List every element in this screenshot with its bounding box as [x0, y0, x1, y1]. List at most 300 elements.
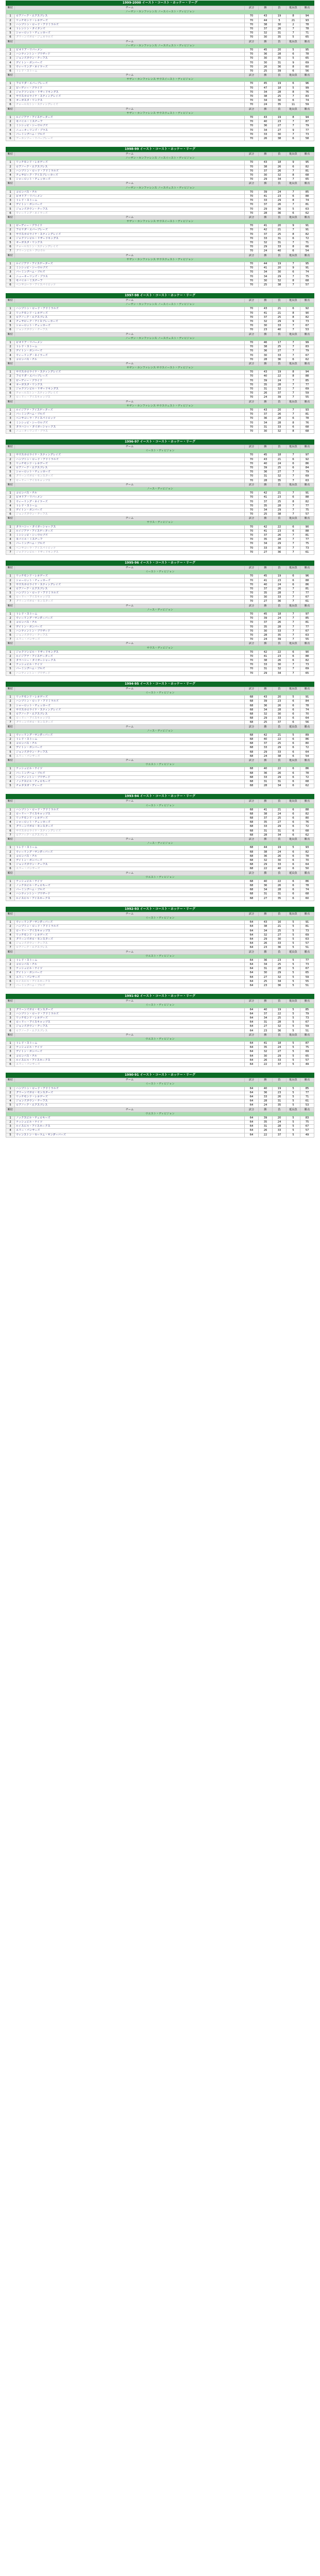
cell-team[interactable]: ジャクソンビル・リザードキングス — [15, 387, 245, 391]
cell-team[interactable]: トレントン・タイタンズ — [15, 27, 245, 31]
cell-team[interactable]: サウスカロライナ・スティングレイズ — [15, 829, 245, 833]
cell-team[interactable]: トレド・ストーム — [15, 738, 245, 742]
cell-team[interactable]: デイトン・ボンバーズ — [15, 61, 245, 65]
cell-team[interactable]: サウスカロライナ・スティングレイズ — [15, 583, 245, 587]
cell-team[interactable]: タラハシー・タイガーシャークス — [15, 425, 245, 429]
cell-team[interactable]: ミシシッピ・シーウルブズ — [15, 124, 245, 128]
table-row — [6, 975, 314, 979]
cell-games: 64 — [245, 1050, 259, 1054]
cell-losses: 22 — [273, 650, 287, 654]
cell-points: 73 — [300, 319, 314, 324]
cell-team[interactable]: チャタヌガ・ディーズ — [15, 784, 245, 788]
cell-team[interactable]: ジョンズタウン・チーフス — [15, 1099, 245, 1104]
cell-team[interactable]: リッチモンド・レネゲーズ — [15, 161, 245, 165]
cell-ot-losses: 7 — [287, 349, 300, 353]
cell-ot-losses: 9 — [287, 161, 300, 165]
cell-team[interactable]: フロリダ・エバーブレーズ — [15, 375, 245, 379]
header-ot-losses: 延長負 — [287, 566, 300, 570]
cell-games: 68 — [245, 808, 259, 812]
cell-rank: 3 — [6, 379, 15, 383]
cell-losses: 38 — [273, 513, 287, 517]
cell-games: 70 — [245, 31, 259, 36]
cell-team[interactable]: ジャクソンビル・リザードキングス — [15, 650, 245, 654]
cell-team[interactable]: ルイジアナ・アイスゲーターズ — [15, 262, 245, 266]
cell-games: 70 — [245, 236, 259, 241]
cell-team[interactable]: ロアノーク・エクスプレス — [15, 14, 245, 19]
cell-team[interactable]: ハンプトン・ロード・アドミラルズ — [15, 1087, 245, 1091]
cell-ot-losses: 7 — [287, 324, 300, 328]
cell-team[interactable]: ローリー・アイスキャップス — [15, 396, 245, 400]
cell-team[interactable]: オーガスタ・リンクス — [15, 241, 245, 245]
cell-games: 64 — [245, 1008, 259, 1012]
cell-team[interactable]: ロアノーク・エクスプレス — [15, 1029, 245, 1033]
cell-team[interactable]: ルイスビル・アイスホークス — [15, 896, 245, 901]
cell-points: 53 — [300, 1104, 314, 1108]
cell-team[interactable]: ロアノーク・エクスプレス — [15, 712, 245, 716]
cell-games: 70 — [245, 383, 259, 387]
cell-team[interactable]: ピーディー・プライド — [15, 379, 245, 383]
cell-team[interactable]: ミシシッピ・シーウルブズ — [15, 533, 245, 537]
cell-team[interactable]: トレド・ストーム — [15, 612, 245, 616]
cell-team[interactable]: ピオリア・リバーメン — [15, 496, 245, 500]
cell-losses: 30 — [273, 270, 287, 275]
cell-points: 49 — [300, 1062, 314, 1066]
cell-team[interactable]: バーミングハム・ブルズ — [15, 270, 245, 275]
cell-team[interactable]: サウスカロライナ・スティングレイズ — [15, 370, 245, 375]
cell-losses: 35 — [273, 57, 287, 61]
cell-games: 70 — [245, 417, 259, 421]
cell-team[interactable]: フロリダ・エバーブレーズ — [15, 82, 245, 86]
cell-team[interactable]: オーガスタ・リンクス — [15, 383, 245, 387]
cell-games: 70 — [245, 311, 259, 315]
cell-team[interactable]: チャールストン・スティングレイズ — [15, 245, 245, 249]
cell-team[interactable]: ハンプトン・ロード・アドミラルズ — [15, 307, 245, 311]
cell-team[interactable]: ローリー・アイスキャップス — [15, 929, 245, 933]
cell-points: 82 — [300, 232, 314, 236]
cell-wins: 23 — [259, 984, 273, 988]
cell-team[interactable]: コロンバス・チル — [15, 492, 245, 496]
cell-team[interactable]: リッチモンド・レネゲーズ — [15, 311, 245, 315]
cell-team[interactable]: ピーディー・プライド — [15, 224, 245, 228]
table-row — [6, 275, 314, 279]
cell-team[interactable]: ウィーリング・ネイラーズ — [15, 353, 245, 358]
cell-wins: 32 — [259, 858, 273, 862]
cell-team[interactable]: チャールストン・スティングレイズ — [15, 392, 245, 396]
cell-team[interactable]: グリーンズボロ・モンスターズ — [15, 1008, 245, 1012]
cell-ot-losses: 6 — [287, 779, 300, 784]
table-row — [6, 245, 314, 249]
cell-rank: 3 — [6, 888, 15, 892]
header-losses: 負 — [273, 837, 287, 841]
cell-points: 67 — [300, 1125, 314, 1129]
header-games: 試合 — [245, 299, 259, 303]
cell-rank: 1 — [6, 161, 15, 165]
cell-team[interactable]: リッチモンド・レネゲーズ — [15, 19, 245, 23]
cell-team[interactable]: リッチモンド・レネゲーズ — [15, 933, 245, 937]
cell-games: 70 — [245, 492, 259, 496]
header-wins: 勝 — [259, 445, 273, 449]
cell-losses: 33 — [273, 717, 287, 721]
cell-team[interactable]: ナッシュビル・ナイツ — [15, 1121, 245, 1125]
cell-team[interactable]: ルイジアナ・アイスゲーターズ — [15, 408, 245, 412]
cell-team[interactable]: チャールストン・スティングレイズ — [15, 103, 245, 107]
cell-team[interactable]: ウィーリング・ネイラーズ — [15, 211, 245, 215]
cell-wins: 44 — [259, 846, 273, 850]
cell-points: 96 — [300, 82, 314, 86]
cell-team[interactable]: リッチモンド・レネゲーズ — [15, 696, 245, 700]
cell-team[interactable]: ルイスビル・アイスホークス — [15, 1125, 245, 1129]
cell-team[interactable]: トレド・ストーム — [15, 199, 245, 203]
table-row — [6, 942, 314, 946]
cell-team[interactable]: ミシシッピ・シーウルブズ — [15, 266, 245, 270]
cell-team[interactable]: ジョンズタウン・チーフス — [15, 942, 245, 946]
cell-rank: 5 — [6, 863, 15, 867]
cell-team[interactable]: ノックスビル・チェロキーズ — [15, 779, 245, 784]
cell-team[interactable]: ペンサコーラ・アイスパイロッツ — [15, 546, 245, 550]
cell-team[interactable]: サウスカロライナ・スティングレイズ — [15, 708, 245, 712]
cell-team[interactable]: バーミングハム・ブルズ — [15, 771, 245, 775]
cell-team[interactable]: コロンバス・チル — [15, 742, 245, 746]
cell-games: 64 — [245, 1016, 259, 1020]
cell-team[interactable]: ジョンズタウン・チーフス — [15, 513, 245, 517]
cell-team[interactable]: ハンプトン・ロード・アドミラルズ — [15, 700, 245, 704]
cell-wins: 41 — [259, 1042, 273, 1046]
cell-team[interactable]: エリー・パンサーズ — [15, 754, 245, 758]
cell-team[interactable]: バーミングハム・ブルズ — [15, 667, 245, 671]
cell-team[interactable]: サウスカロライナ・スティングレイズ — [15, 232, 245, 236]
cell-team[interactable]: タラハシー・タイガーシャークス — [15, 525, 245, 529]
cell-team[interactable]: グリーンズボロ・モンスターズ — [15, 721, 245, 725]
cell-team[interactable]: コロンバス・チル — [15, 621, 245, 625]
cell-team[interactable]: トレド・ストーム — [15, 345, 245, 349]
cell-points: 88 — [300, 808, 314, 812]
cell-ot-losses: 6 — [287, 194, 300, 198]
cell-team[interactable]: シャーロット・チェッカーズ — [15, 178, 245, 182]
table-row — [6, 925, 314, 929]
cell-team[interactable]: フロリダ・エバーブレーズ — [15, 228, 245, 232]
cell-wins: 31 — [259, 892, 273, 896]
cell-team[interactable]: ロアノーク・エクスプレス — [15, 946, 245, 950]
cell-team[interactable]: ローリー・アイスキャップス — [15, 479, 245, 483]
cell-team[interactable]: ロアノーク・エクスプレス — [15, 1104, 245, 1108]
cell-ot-losses: 6 — [287, 742, 300, 746]
cell-losses: 34 — [273, 178, 287, 182]
cell-points: 68 — [300, 779, 314, 784]
division-row — [6, 763, 314, 767]
cell-team[interactable]: ペンサコーラ・アイスパイロッツ — [15, 417, 245, 421]
cell-games: 70 — [245, 165, 259, 169]
table-row — [6, 500, 314, 504]
cell-team[interactable]: ハンティントン・ブリザード — [15, 53, 245, 57]
cell-points: 79 — [300, 470, 314, 474]
cell-team[interactable]: ルイジアナ・アイスゲーターズ — [15, 654, 245, 658]
table-row — [6, 53, 314, 57]
cell-team[interactable]: ローリー・アイスキャップス — [15, 596, 245, 600]
cell-team[interactable]: エリー・パンサーズ — [15, 1129, 245, 1133]
header-team: チーム — [15, 40, 245, 44]
cell-team[interactable]: ニューオーリンズ・ブラス — [15, 275, 245, 279]
cell-team[interactable]: コロンバス・チル — [15, 963, 245, 967]
cell-team[interactable]: コロンバス・チル — [15, 358, 245, 362]
cell-team[interactable]: ローリー・アイスキャップス — [15, 717, 245, 721]
cell-team[interactable]: リッチモンド・レネゲーズ — [15, 462, 245, 466]
cell-team[interactable]: ハンプトン・ロード・アドミラルズ — [15, 169, 245, 173]
cell-team[interactable]: ロアノーク・エクスプレス — [15, 587, 245, 591]
header-games: 試合 — [245, 1108, 259, 1112]
cell-team[interactable]: ロアノーク・エクスプレス — [15, 315, 245, 319]
cell-team[interactable]: シャーロット・チェッカーズ — [15, 821, 245, 825]
cell-losses: 16 — [273, 921, 287, 925]
cell-team[interactable]: ハンプトン・ロード・アドミラルズ — [15, 925, 245, 929]
cell-wins: 33 — [259, 199, 273, 203]
cell-team[interactable]: タラハシー・タイガーシャークス — [15, 659, 245, 663]
cell-games: 64 — [245, 1058, 259, 1062]
cell-team[interactable]: ローリー・アイスキャップス — [15, 1021, 245, 1025]
cell-team[interactable]: モバイル・ミスチーフ — [15, 538, 245, 542]
cell-team[interactable]: デイトン・ボンバーズ — [15, 971, 245, 975]
cell-team[interactable]: トレド・ストーム — [15, 846, 245, 850]
cell-games: 70 — [245, 128, 259, 132]
cell-team[interactable]: グリーンズボロ・モンスターズ — [15, 474, 245, 479]
cell-team[interactable]: リッチモンド・レネゲーズ — [15, 1016, 245, 1020]
cell-points: 86 — [300, 583, 314, 587]
cell-team[interactable]: リッチモンド・レネゲーズ — [15, 817, 245, 821]
cell-wins: 39 — [259, 379, 273, 383]
cell-losses: 29 — [273, 971, 287, 975]
cell-team[interactable]: ペンサコーラ・アイスパイロッツ — [15, 283, 245, 287]
cell-team[interactable]: ウィンストン・セーラム・サンダーバーズ — [15, 1133, 245, 1137]
cell-team[interactable]: ジョンズタウン・チーフス — [15, 1025, 245, 1029]
cell-team[interactable]: オーガスタ・リンクス — [15, 99, 245, 103]
cell-team[interactable]: ノックスビル・チェロキーズ — [15, 1116, 245, 1120]
cell-team[interactable]: ナッシュビル・ナイツ — [15, 663, 245, 667]
table-row — [6, 194, 314, 198]
cell-team[interactable]: シャーロット・チェッカーズ — [15, 579, 245, 583]
cell-team[interactable]: シャーロット・チェッカーズ — [15, 470, 245, 474]
cell-team[interactable]: ルイジアナ・アイスゲーターズ — [15, 115, 245, 120]
division-label: ノース・ディビジョン — [6, 729, 314, 733]
cell-wins: 40 — [259, 767, 273, 771]
cell-ot-losses: 7 — [287, 387, 300, 391]
cell-team[interactable]: グリーンズボロ・モンスターズ — [15, 600, 245, 604]
cell-team[interactable]: チェサピーク・アイスブレーカーズ — [15, 319, 245, 324]
cell-team[interactable]: ニューオーリンズ・ブラス — [15, 429, 245, 433]
cell-team[interactable]: デイトン・ボンバーズ — [15, 508, 245, 512]
cell-wins: 23 — [259, 946, 273, 950]
header-rank: 順位 — [6, 1108, 15, 1112]
cell-team[interactable]: デイトン・ボンバーズ — [15, 746, 245, 750]
cell-team[interactable]: エリー・パンサーズ — [15, 867, 245, 871]
table-header-row — [6, 758, 314, 762]
cell-team[interactable]: ルイジアナ・アイスゲーターズ — [15, 529, 245, 533]
cell-team[interactable]: ハンプトン・ロード・アドミラルズ — [15, 1012, 245, 1016]
cell-team[interactable]: ピオリア・リバーメン — [15, 194, 245, 198]
division-label: ノーザン・カンファレンス ノースイースト・ディビジョン — [6, 157, 314, 161]
cell-points: 68 — [300, 279, 314, 283]
table-row — [6, 629, 314, 633]
cell-team[interactable]: トレド・ストーム — [15, 504, 245, 508]
cell-team[interactable]: ローリー・アイスキャップス — [15, 812, 245, 816]
table-row — [6, 1042, 314, 1046]
cell-team[interactable]: ジョンズタウン・チーフス — [15, 328, 245, 332]
cell-team[interactable]: ナッシュビル・ナイツ — [15, 967, 245, 971]
header-rank: 順位 — [6, 912, 15, 916]
cell-team[interactable]: ルイスビル・アイスホークス — [15, 979, 245, 984]
cell-team[interactable]: ノックスビル・チェロキーズ — [15, 884, 245, 888]
cell-wins: 26 — [259, 65, 273, 69]
cell-team[interactable]: ピオリア・リバーメン — [15, 341, 245, 345]
cell-team[interactable]: シャーロット・チェッカーズ — [15, 704, 245, 708]
cell-team[interactable]: グリーンズボロ・モンスターズ — [15, 825, 245, 829]
cell-rank: 3 — [6, 854, 15, 858]
cell-team[interactable]: モバイル・ミスチーフ — [15, 120, 245, 124]
cell-team[interactable]: コロンバス・チル — [15, 854, 245, 858]
cell-team[interactable]: グリーンビル・グロウル — [15, 249, 245, 253]
cell-ot-losses: 8 — [287, 173, 300, 177]
cell-team[interactable]: ニューオーリンズ・ブラス — [15, 128, 245, 132]
cell-team[interactable]: トレド・ストーム — [15, 1042, 245, 1046]
cell-team[interactable]: エリー・パンサーズ — [15, 638, 245, 642]
cell-losses: 33 — [273, 1058, 287, 1062]
table-header-row — [6, 299, 314, 303]
cell-team[interactable]: デイトン・ボンバーズ — [15, 349, 245, 353]
header-rank: 順位 — [6, 182, 15, 186]
cell-team[interactable]: デイトン・ボンバーズ — [15, 625, 245, 629]
cell-team[interactable]: デイトン・ボンバーズ — [15, 203, 245, 207]
cell-team[interactable]: ロアノーク・エクスプレス — [15, 165, 245, 169]
cell-team[interactable]: ジャクソンビル・リザードキングス — [15, 550, 245, 554]
cell-games: 68 — [245, 888, 259, 892]
cell-team[interactable]: バーミングハム・ブルズ — [15, 888, 245, 892]
cell-team[interactable]: シャーロット・チェッカーズ — [15, 31, 245, 36]
cell-team[interactable]: エリー・パンサーズ — [15, 975, 245, 979]
header-losses: 負 — [273, 400, 287, 404]
cell-team[interactable]: ジョンズタウン・チーフス — [15, 750, 245, 754]
cell-team[interactable]: ミシシッピ・シーウルブズ — [15, 421, 245, 425]
cell-team[interactable]: ウィーリング・ネイラーズ — [15, 500, 245, 504]
cell-team[interactable]: ナッシュビル・ナイツ — [15, 879, 245, 884]
cell-team[interactable]: バーミングハム・ブルズ — [15, 542, 245, 546]
cell-team[interactable]: バーミングハム・ブルズ — [15, 413, 245, 417]
cell-team[interactable]: バーミングハム・ブルズ — [15, 132, 245, 137]
cell-losses: 33 — [273, 324, 287, 328]
cell-ot-losses: 6 — [287, 496, 300, 500]
cell-games: 68 — [245, 867, 259, 871]
cell-ot-losses: 5 — [287, 929, 300, 933]
cell-team[interactable]: ウィーリング・サンダーバーズ — [15, 617, 245, 621]
cell-team[interactable]: コロンバス・チル — [15, 190, 245, 194]
cell-team[interactable]: ハンティントン・ブリザード — [15, 629, 245, 633]
cell-points: 69 — [300, 474, 314, 479]
cell-team[interactable]: ナッシュビル・ナイツ — [15, 767, 245, 771]
cell-wins: 41 — [259, 529, 273, 533]
table-row — [6, 879, 314, 884]
cell-ot-losses: 5 — [287, 1087, 300, 1091]
cell-team[interactable]: アーカンソー・リバーブレーズ — [15, 137, 245, 141]
cell-team[interactable]: ジョンズタウン・チーフス — [15, 633, 245, 637]
cell-team[interactable]: ハンティントン・ブリザード — [15, 671, 245, 675]
cell-team[interactable]: ウィーリング・ネイラーズ — [15, 65, 245, 69]
cell-team[interactable]: モバイル・ミスチーフ — [15, 279, 245, 283]
cell-team[interactable]: ハンティントン・ブリザード — [15, 775, 245, 779]
cell-team[interactable]: ハンプトン・ロード・アドミラルズ — [15, 591, 245, 596]
cell-team[interactable]: グリーンズボロ・モンスターズ — [15, 1091, 245, 1095]
header-points: 勝点 — [300, 800, 314, 804]
cell-points: 61 — [300, 600, 314, 604]
cell-team[interactable]: ナッシュビル・ナイツ — [15, 1046, 245, 1050]
cell-team[interactable]: チェサピーク・アイスブレーカーズ — [15, 173, 245, 177]
cell-team[interactable]: ジャクソンビル・リザードキングス — [15, 236, 245, 241]
table-row — [6, 319, 314, 324]
header-ot-losses: 延長負 — [287, 299, 300, 303]
cell-ot-losses: 7 — [287, 283, 300, 287]
cell-team[interactable]: ウィーリング・サンダーバーズ — [15, 733, 245, 737]
cell-team[interactable]: ルイスビル・アイスホークス — [15, 1058, 245, 1062]
cell-team[interactable]: ハンプトン・ロード・アドミラルズ — [15, 808, 245, 812]
cell-team[interactable]: グリーンズボロ・モンスターズ — [15, 937, 245, 941]
cell-wins: 34 — [259, 421, 273, 425]
header-ot-losses: 延長負 — [287, 215, 300, 219]
cell-team[interactable]: トレド・ストーム — [15, 958, 245, 962]
cell-rank: 1 — [6, 696, 15, 700]
cell-team[interactable]: ピオリア・リバーメン — [15, 48, 245, 52]
division-label: ウエスト・ディビジョン — [6, 1037, 314, 1041]
cell-team[interactable]: リッチモンド・レネゲーズ — [15, 1095, 245, 1099]
cell-wins: 34 — [259, 542, 273, 546]
cell-team[interactable]: デイトン・ボンバーズ — [15, 858, 245, 862]
cell-ot-losses: 5 — [287, 1050, 300, 1054]
cell-team[interactable]: バーミングハム・ブルズ — [15, 984, 245, 988]
cell-team[interactable]: デイトン・ボンバーズ — [15, 1050, 245, 1054]
cell-team[interactable]: ウィーリング・サンダーバーズ — [15, 921, 245, 925]
header-points: 勝点 — [300, 1108, 314, 1112]
table-row — [6, 417, 314, 421]
cell-points: 81 — [300, 413, 314, 417]
cell-team[interactable]: サウスカロライナ・スティングレイズ — [15, 453, 245, 457]
cell-team[interactable]: ジャクソンビル・リザードキングス — [15, 90, 245, 94]
cell-team[interactable]: サウスカロライナ・スティングレイズ — [15, 94, 245, 98]
cell-team[interactable]: ピーディー・プライド — [15, 86, 245, 90]
table-row — [6, 241, 314, 245]
cell-wins: 29 — [259, 717, 273, 721]
cell-team[interactable]: ロアノーク・エクスプレス — [15, 466, 245, 470]
cell-team[interactable]: グリーンズボロ・ジェネラルズ — [15, 36, 245, 40]
cell-games: 70 — [245, 65, 259, 69]
cell-rank: 4 — [6, 275, 15, 279]
cell-team[interactable]: ロアノーク・エクスプレス — [15, 833, 245, 837]
cell-team[interactable]: リッチモンド・レネゲーズ — [15, 574, 245, 579]
cell-team[interactable]: ウィーリング・サンダーバーズ — [15, 850, 245, 854]
cell-points: 67 — [300, 967, 314, 971]
cell-team[interactable]: ジョンズタウン・チーフス — [15, 207, 245, 211]
cell-team[interactable]: エリー・パンサーズ — [15, 1062, 245, 1066]
cell-team[interactable]: ハンプトン・ロード・アドミラルズ — [15, 23, 245, 27]
cell-team[interactable]: ジョンズタウン・チーフス — [15, 863, 245, 867]
cell-team[interactable]: ハンティントン・ブリザード — [15, 892, 245, 896]
cell-games: 64 — [245, 1095, 259, 1099]
cell-team[interactable]: シャーロット・チェッカーズ — [15, 324, 245, 328]
division-label: ノーザン・カンファレンス ノースウェスト・ディビジョン — [6, 336, 314, 341]
cell-team[interactable]: トレド・ストーム — [15, 69, 245, 73]
cell-team[interactable]: ハンプトン・ロード・アドミラルズ — [15, 457, 245, 462]
cell-team[interactable]: コロンバス・チル — [15, 1054, 245, 1058]
cell-wins: 24 — [259, 754, 273, 758]
header-losses: 負 — [273, 40, 287, 44]
cell-team[interactable]: ジョンズタウン・チーフス — [15, 57, 245, 61]
table-row — [6, 249, 314, 253]
cell-points: 65 — [300, 57, 314, 61]
cell-wins: 35 — [259, 383, 273, 387]
